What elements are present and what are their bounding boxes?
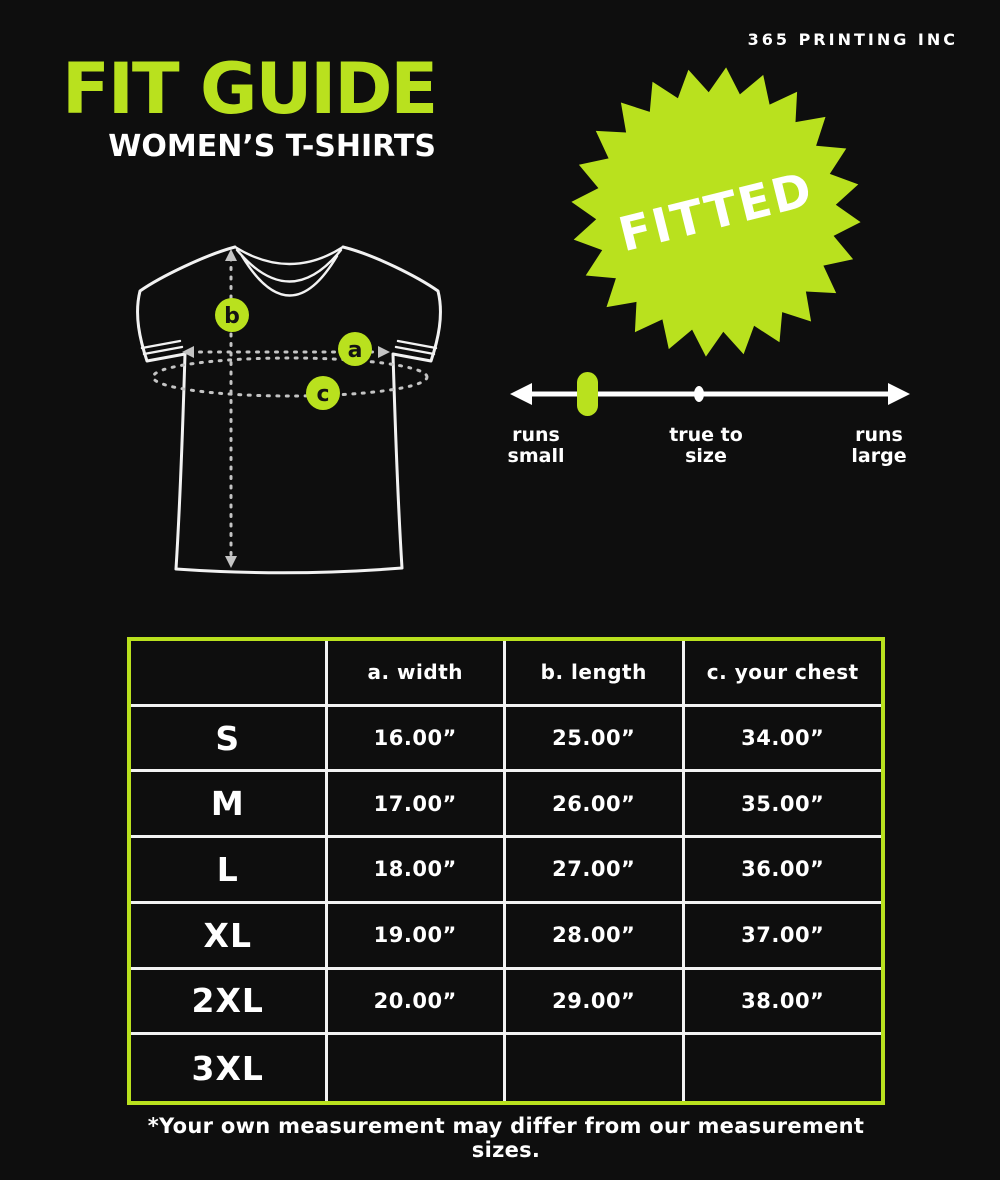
col-header-width: a. width	[328, 641, 507, 707]
badge-label: FITTED	[613, 161, 819, 263]
chest-value: 38.00”	[685, 970, 882, 1036]
col-header-size	[131, 641, 328, 707]
page-subtitle: WOMEN’S T-SHIRTS	[108, 129, 436, 164]
width-value: 19.00”	[328, 904, 507, 970]
length-value: 29.00”	[506, 970, 685, 1036]
fit-scale-icon	[500, 356, 920, 432]
chest-value: 35.00”	[685, 772, 882, 838]
col-header-chest: c. your chest	[685, 641, 882, 707]
chest-value: 36.00”	[685, 838, 882, 904]
width-value: 16.00”	[328, 707, 507, 773]
scale-label-runs-large: runs large	[851, 424, 907, 467]
marker-a-label: a	[347, 338, 363, 363]
fit-scale-marker	[577, 372, 598, 416]
fitted-badge	[566, 62, 866, 362]
brand-name: 365 PRINTING INC	[747, 30, 958, 49]
col-header-length: b. length	[506, 641, 685, 707]
chest-value: 37.00”	[685, 904, 882, 970]
size-table	[127, 637, 885, 1105]
title-block	[62, 48, 437, 164]
chest-value: 34.00”	[685, 707, 882, 773]
length-value: 25.00”	[506, 707, 685, 773]
tshirt-diagram-icon	[90, 225, 490, 600]
chest-value	[685, 1035, 882, 1101]
measurement-disclaimer: *Your own measurement may differ from our measurement sizes.	[147, 1114, 865, 1162]
page-title: FIT GUIDE	[62, 48, 437, 130]
length-value: 27.00”	[506, 838, 685, 904]
width-value: 17.00”	[328, 772, 507, 838]
size-label: 3XL	[131, 1035, 328, 1101]
length-value: 28.00”	[506, 904, 685, 970]
scale-label-runs-small: runs small	[507, 424, 565, 467]
marker-b-label: b	[224, 304, 240, 329]
size-label: XL	[131, 904, 328, 970]
width-value	[328, 1035, 507, 1101]
length-value	[506, 1035, 685, 1101]
width-value: 20.00”	[328, 970, 507, 1036]
size-label: M	[131, 772, 328, 838]
size-label: S	[131, 707, 328, 773]
marker-c-label: c	[316, 382, 330, 407]
size-label: L	[131, 838, 328, 904]
scale-label-true-to-size: true to size	[669, 424, 743, 467]
width-value: 18.00”	[328, 838, 507, 904]
size-label: 2XL	[131, 970, 328, 1036]
length-value: 26.00”	[506, 772, 685, 838]
